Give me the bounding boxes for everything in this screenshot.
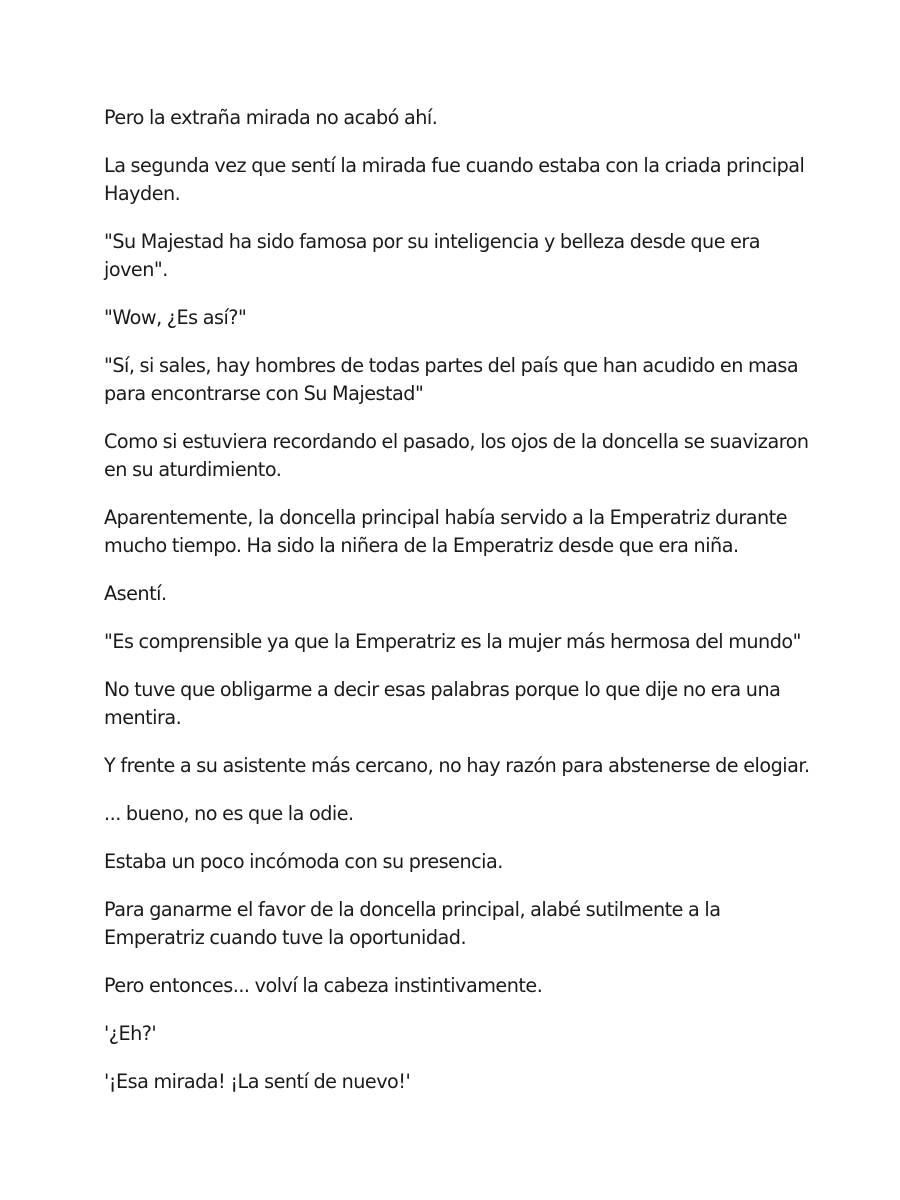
paragraph: Pero entonces... volví la cabeza instintivamente. [104,974,543,997]
paragraph: Asentí. [104,582,167,605]
paragraph: La segunda vez que sentí la mirada fue cuando estaba con la criada principal Hayden. [104,154,805,205]
paragraph: "Wow, ¿Es así?" [104,306,247,329]
paragraph: '¡Esa mirada! ¡La sentí de nuevo!' [104,1070,411,1093]
paragraph: Estaba un poco incómoda con su presencia. [104,850,503,873]
paragraph: Para ganarme el favor de la doncella principal, alabé sutilmente a la Emperatriz cuando tuve la oportunidad. [104,898,721,949]
paragraph: "Sí, si sales, hay hombres de todas partes del país que han acudido en masa para encontrarse con Su Majestad" [104,354,799,405]
paragraph: '¿Eh?' [104,1022,157,1045]
paragraph: Como si estuviera recordando el pasado, los ojos de la doncella se suavizaron en su aturdimiento. [104,430,809,481]
paragraph: Aparentemente, la doncella principal había servido a la Emperatriz durante mucho tiempo. Ha sido la niñera de la Emperatriz desde que era niña. [104,506,788,557]
paragraph: ... bueno, no es que la odie. [104,802,354,825]
paragraph: Pero la extraña mirada no acabó ahí. [104,106,438,129]
paragraph: "Es comprensible ya que la Emperatriz es la mujer más hermosa del mundo" [104,630,801,653]
paragraph: "Su Majestad ha sido famosa por su inteligencia y belleza desde que era joven". [104,230,761,281]
paragraph: Y frente a su asistente más cercano, no hay razón para abstenerse de elogiar. [104,754,810,777]
document-body [104,104,814,1116]
paragraph: No tuve que obligarme a decir esas palabras porque lo que dije no era una mentira. [104,678,781,729]
